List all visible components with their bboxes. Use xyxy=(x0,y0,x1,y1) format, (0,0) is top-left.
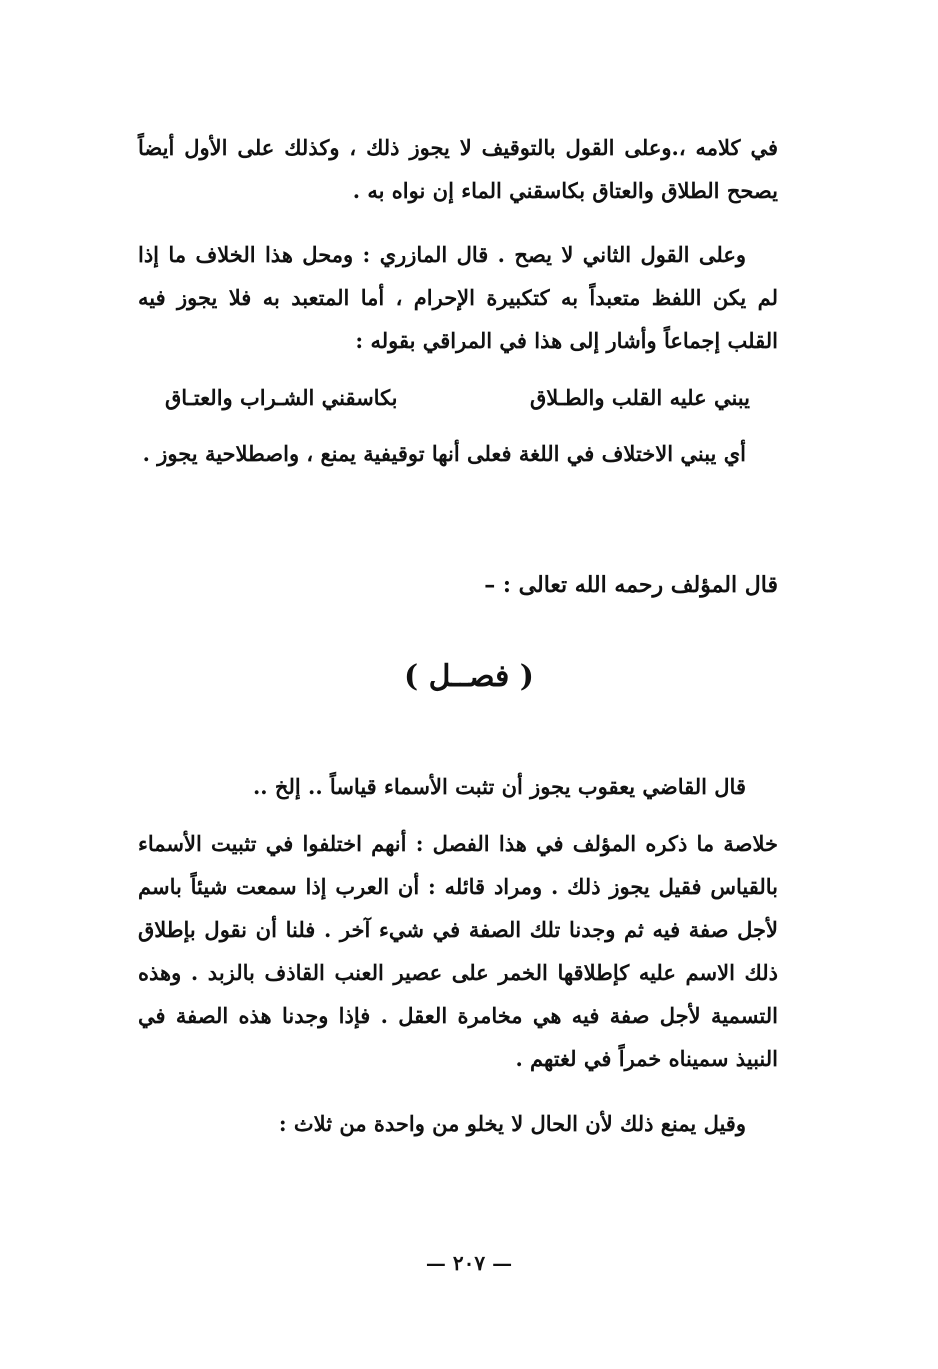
paragraph-mazari: وعلى القول الثاني لا يصح . قال المازري : ومحل هذا الخلاف ما إذا لم يكن اللفظ متعبداً به كتكبيرة الإحرام ، أما المتعبد به فلا يجوز فيه القلب إجماعاً وأشار إلى هذا في المراقي بقوله : xyxy=(138,242,778,353)
verse-hemistich-second: بكاسقني الشـراب والعتـاق xyxy=(165,385,398,410)
summary-paragraph: خلاصة ما ذكره المؤلف في هذا الفصل : أنهم اختلفوا في تثبيت الأسماء بالقياس فقيل يجوز ذلك . ومراد قائله : أن العرب إذا سمعت شيئاً باسم لأجل صفة فيه ثم وجدنا تلك الصفة في شيء آخر . فلنا أن نقول بإطلاق ذلك الاسم عليه كإطلاقها الخمر على عصير العنب القاذف بالزبد . وهذه التسمية لأجل صفة فيه هي مخامرة العقل . فإذا وجدنا هذه الصفة في النبيذ سميناه خمراً في لغتهم . xyxy=(138,831,778,1071)
author-heading: قال المؤلف رحمه الله تعالى : – xyxy=(484,572,778,598)
verse-hemistich-first: يبني عليه القلب والطـلاق xyxy=(529,385,750,410)
section-title: ( فصــل ) xyxy=(404,659,534,694)
last-line: وقيل يمنع ذلك لأن الحال لا يخلو من واحدة من ثلاث : xyxy=(278,1111,746,1136)
page-number: — ٢٠٧ — xyxy=(425,1251,513,1275)
paragraph-explanation: أي يبني الاختلاف في اللغة فعلى أنها توقيفية يمنع ، واصطلاحية يجوز . xyxy=(142,441,746,466)
quote-line: قال القاضي يعقوب يجوز أن تثبت الأسماء قياساً .. إلخ .. xyxy=(252,774,746,799)
paragraph-continuation: في كلامه ،.وعلى القول بالتوقيف لا يجوز ذلك ، وكذلك على الأول أيضاً يصحح الطلاق والعتاق بكاسقني الماء إن نواه به . xyxy=(138,135,778,203)
verse-line xyxy=(165,378,750,418)
